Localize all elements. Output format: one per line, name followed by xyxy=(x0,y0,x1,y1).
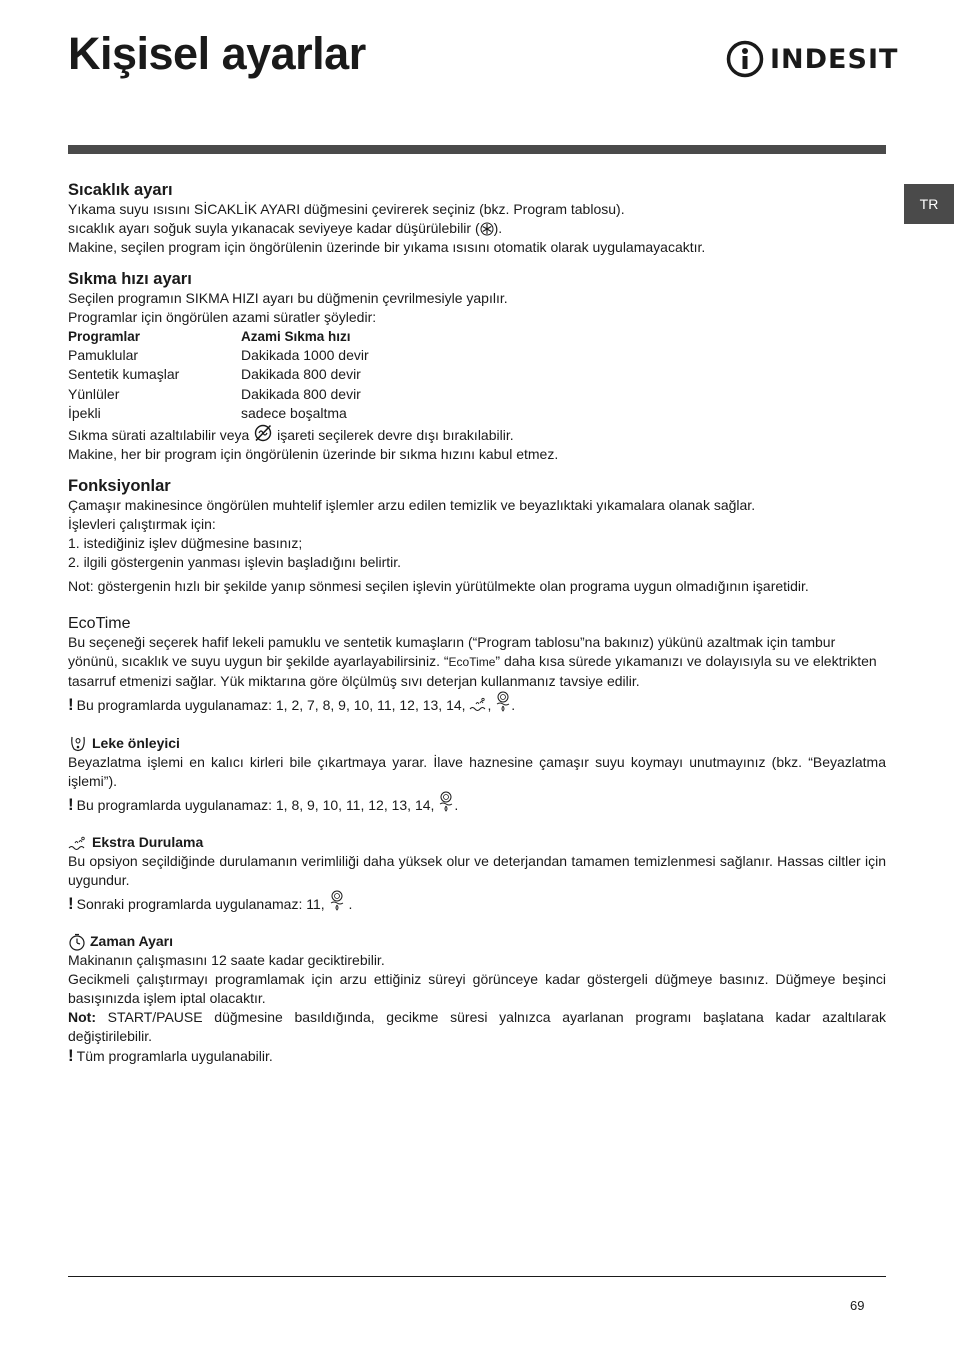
functions-note: Not: göstergenin hızlı bir şekilde yanıp sönmesi seçilen işlevin yürütülmekte olan programa uygun olmadığının işaretidir. xyxy=(68,578,809,595)
extra-rinse-icon xyxy=(469,697,487,713)
spin-section xyxy=(68,269,886,464)
timer-note: Not: START/PAUSE düğmesine basıldığında, gecikme süresi yalnızca ayarlanan programı başlatana kadar azaltılarak değiştirilebilir. xyxy=(68,1009,886,1045)
warning-mark: ! xyxy=(68,894,74,914)
rinse-section xyxy=(68,833,886,914)
table-header-row xyxy=(68,327,369,346)
table-row xyxy=(68,404,369,423)
timer-warning: ! Tüm programlarla uygulanabilir. xyxy=(68,1046,273,1066)
spin-after-line-2: Makine, her bir program için öngörülenin üzerinde bir sıkma hızını kabul etmez. xyxy=(68,446,559,463)
rinse-text: Bu opsiyon seçildiğinde durulamanın verimliliği daha yüksek olur ve deterjandan tamamen temizlenmesi sağlanır. Hassas ciltler için uygundur. xyxy=(68,853,886,889)
brand-logo xyxy=(726,40,898,78)
table-cell-program: Pamuklular xyxy=(68,347,139,364)
timer-heading: Zaman Ayarı xyxy=(90,933,173,950)
ecotime-section xyxy=(68,614,886,715)
indesit-logo-icon xyxy=(726,40,764,78)
temperature-section xyxy=(68,180,886,257)
header-rule xyxy=(68,145,886,154)
temperature-heading: Sıcaklık ayarı xyxy=(68,181,173,199)
temperature-line-2: sıcaklık ayarı soğuk suyla yıkanacak seviyeye kadar düşürülebilir ( ). xyxy=(68,220,503,236)
table-cell-speed: Dakikada 800 devir xyxy=(241,366,361,383)
functions-step-2: 2. ilgili göstergenin yanması işlevin başladığını belirtir. xyxy=(68,554,402,571)
stain-title xyxy=(68,733,886,753)
warning-mark: ! xyxy=(68,1046,74,1066)
ecotime-inline-label: EcoTime xyxy=(448,655,496,670)
page-number: 69 xyxy=(850,1298,865,1313)
functions-line-2: İşlevleri çalıştırmak için: xyxy=(68,516,216,533)
hand-wash-icon xyxy=(495,691,511,713)
table-row xyxy=(68,346,369,365)
functions-step-1: 1. istediğiniz işlev düğmesine basınız; xyxy=(68,535,303,552)
warning-mark: ! xyxy=(68,795,74,815)
timer-icon xyxy=(68,933,86,951)
table-header-speed: Azami Sıkma hızı xyxy=(241,329,351,344)
warning-mark: ! xyxy=(68,695,74,715)
language-tab: TR xyxy=(904,184,954,224)
timer-title xyxy=(68,932,886,951)
table-header-programs: Programlar xyxy=(68,329,141,344)
functions-heading: Fonksiyonlar xyxy=(68,477,171,496)
ecotime-warning: ! Bu programlarda uygulanamaz: 1, 2, 7, 8, 9, 10, 11, 12, 13, 14, , . xyxy=(68,691,886,715)
temperature-line-1: Yıkama suyu ısısını SİCAKLİK AYARI düğmesini çevirerek seçiniz (bkz. Program tablosu). xyxy=(68,201,625,217)
timer-note-label: Not: xyxy=(68,1009,96,1026)
spin-speed-table xyxy=(68,327,369,423)
timer-line-1: Makinanın çalışmasını 12 saate kadar geciktirebilir. xyxy=(68,952,385,969)
functions-line-1: Çamaşır makinesince öngörülen muhtelif işlemler arzu edilen temizlik ve beyazlıktaki yıkamalara olanak sağlar. xyxy=(68,497,756,514)
page-content xyxy=(68,180,886,1066)
temperature-line-3: Makine, seçilen program için öngörülenin üzerinde bir yıkama ısısını otomatik olarak uygulamayacaktır. xyxy=(68,239,706,255)
spin-line-1: Seçilen programın SIKMA HIZI ayarı bu düğmenin çevrilmesiyle yapılır. xyxy=(68,290,508,306)
timer-section xyxy=(68,932,886,1066)
stain-warning: ! Bu programlarda uygulanamaz: 1, 8, 9, 10, 11, 12, 13, 14, . xyxy=(68,791,886,815)
table-cell-program: İpekli xyxy=(68,404,101,421)
stain-section xyxy=(68,733,886,815)
page-title: Kişisel ayarlar xyxy=(68,28,366,79)
stain-text: Beyazlatma işlemi en kalıcı kirleri bile çıkartmaya yarar. İlave haznesine çamaşır suyu koymayı unutmayınız (bkz. “Beyazlatma işlemi”). xyxy=(68,754,886,790)
footer-rule xyxy=(68,1276,886,1277)
no-spin-icon xyxy=(253,423,273,443)
spin-line-2: Programlar için öngörülen azami süratler şöyledir: xyxy=(68,309,377,325)
rinse-title xyxy=(68,833,886,852)
table-cell-program: Yünlüler xyxy=(68,385,120,402)
ecotime-text: Bu seçeneği seçerek hafif lekeli pamuklu ve sentetik kumaşların (“Program tablosu”na bakınız) yükünü azaltmak için tambur yönünü, sıcaklık ve suyu uygun bir şekilde ayarlayabilirsiniz. “EcoTime” daha kısa sürede yıkamanızı ve dolayısıyla su ve elektrikten tasarruf etmenizi sağlar. Yük miktarına göre ölçülmüş sıvı deterjan kullanmanız tavsiye edilir. xyxy=(68,634,877,690)
stain-heading: Leke önleyici xyxy=(92,735,180,752)
timer-line-2: Gecikmeli çalıştırmayı programlamak için arzu ettiğiniz süreyi görünceye kadar göstergeli düğmeye basınız. Düğmeye beşinci basışınızda işlem iptal olacaktır. xyxy=(68,971,886,1007)
table-cell-speed: sadece boşaltma xyxy=(241,404,347,421)
functions-section xyxy=(68,476,886,596)
ecotime-heading: EcoTime xyxy=(68,615,131,633)
extra-rinse-icon xyxy=(68,836,88,852)
spin-after-line-1: Sıkma sürati azaltılabilir veya işareti seçilerek devre dışı bırakılabilir. xyxy=(68,423,886,445)
spin-heading: Sıkma hızı ayarı xyxy=(68,270,192,288)
table-cell-speed: Dakikada 800 devir xyxy=(241,385,361,402)
table-row xyxy=(68,365,369,384)
table-cell-program: Sentetik kumaşlar xyxy=(68,366,180,383)
snowflake-icon xyxy=(480,222,494,236)
hand-wash-icon xyxy=(438,791,454,813)
table-row xyxy=(68,385,369,404)
rinse-heading: Ekstra Durulama xyxy=(92,834,204,851)
stain-removal-icon xyxy=(68,733,88,753)
brand-name: INDESIT xyxy=(770,43,899,75)
hand-wash-icon xyxy=(329,890,345,912)
table-cell-speed: Dakikada 1000 devir xyxy=(241,347,369,364)
rinse-warning: ! Sonraki programlarda uygulanamaz: 11, . xyxy=(68,890,886,914)
